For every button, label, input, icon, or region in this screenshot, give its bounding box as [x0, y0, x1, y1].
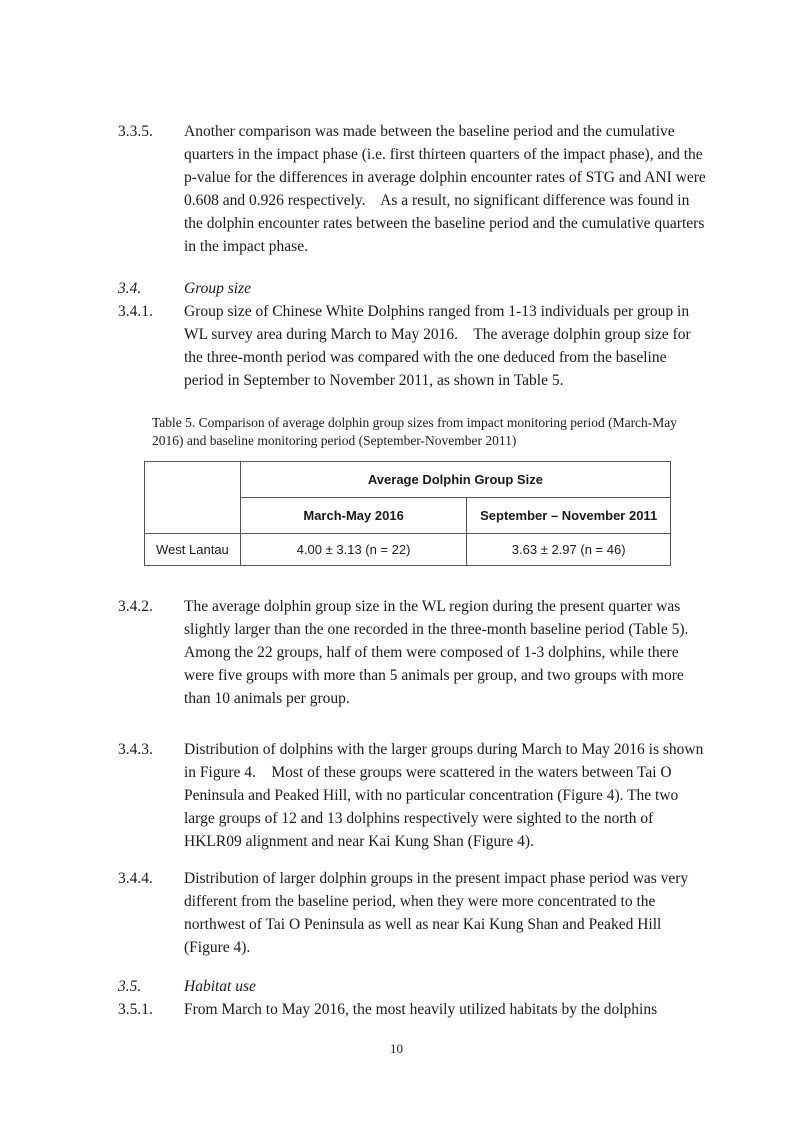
table-col-header-baseline: September – November 2011 — [467, 498, 671, 534]
paragraph-number: 3.4.3. — [118, 741, 153, 758]
page-number: 10 — [390, 1041, 403, 1056]
paragraph-text: From March to May 2016, the most heavily utilized habitats by the dolphins — [184, 1001, 658, 1018]
section-title: Habitat use — [184, 978, 256, 995]
paragraph-3-5-1 — [118, 998, 708, 1021]
table-cell-baseline: 3.63 ± 2.97 (n = 46) — [467, 534, 671, 566]
paragraph-number: 3.4.4. — [118, 870, 153, 887]
section-number: 3.4. — [118, 280, 142, 297]
paragraph-text: The average dolphin group size in the WL region during the present quarter was slightly larger than the one recorded in the three-month baseline period (Table 5). Among the 22 groups, half of them were composed of 1-3 dolphins, while there were five groups with more than 5 animals per group, and two groups with more than 10 animals per group. — [184, 598, 700, 707]
paragraph-text: Group size of Chinese White Dolphins ranged from 1-13 individuals per group in WL survey area during March to May 2016. The average dolphin group size for the three-month period was compared with the one deduced from the baseline period in September to November 2011, as shown in Table 5. — [184, 303, 691, 389]
paragraph-3-4-1 — [118, 300, 708, 392]
section-heading-group-size — [118, 277, 708, 300]
table-caption: Table 5. Comparison of average dolphin group sizes from impact monitoring period (March-May 2016) and baseline monitoring period (September-November 2011) — [152, 415, 678, 448]
paragraph-number: 3.5.1. — [118, 1001, 153, 1018]
paragraph-number: 3.4.2. — [118, 598, 153, 615]
table-col-header-impact: March-May 2016 — [240, 498, 467, 534]
table-group-size — [144, 461, 671, 566]
paragraph-3-3-5 — [118, 120, 708, 258]
section-title: Group size — [184, 280, 252, 297]
paragraph-3-4-2 — [118, 595, 708, 710]
paragraph-text: Another comparison was made between the baseline period and the cumulative quarters in the impact phase (i.e. first thirteen quarters of the impact phase), and the p-value for the differences in average dolphin encounter rates of STG and ANI were 0.608 and 0.926 respectively. As a result, no significant difference was found in the dolphin encounter rates between the baseline period and the cumulative quarters in the impact phase. — [184, 123, 706, 255]
section-number: 3.5. — [118, 978, 142, 995]
table-row-label: West Lantau — [145, 534, 241, 566]
paragraph-3-4-4 — [118, 867, 708, 959]
paragraph-number: 3.4.1. — [118, 303, 153, 320]
table-cell-impact: 4.00 ± 3.13 (n = 22) — [240, 534, 467, 566]
table-group-header: Average Dolphin Group Size — [240, 462, 670, 498]
table-empty-corner — [145, 462, 241, 534]
paragraph-text: Distribution of dolphins with the larger groups during March to May 2016 is shown in Figure 4. Most of these groups were scattered in the waters between Tai O Peninsula and Peaked Hill, with no particular concentration (Figure 4). The two large groups of 12 and 13 dolphins respectively were sighted to the north of HKLR09 alignment and near Kai Kung Shan (Figure 4). — [184, 741, 704, 850]
paragraph-number: 3.3.5. — [118, 123, 153, 140]
paragraph-3-4-3 — [118, 738, 708, 853]
paragraph-text: Distribution of larger dolphin groups in the present impact phase period was very different from the baseline period, when they were more concentrated to the northwest of Tai O Peninsula as well as near Kai Kung Shan and Peaked Hill (Figure 4). — [184, 870, 689, 956]
section-heading-habitat-use — [118, 975, 708, 998]
